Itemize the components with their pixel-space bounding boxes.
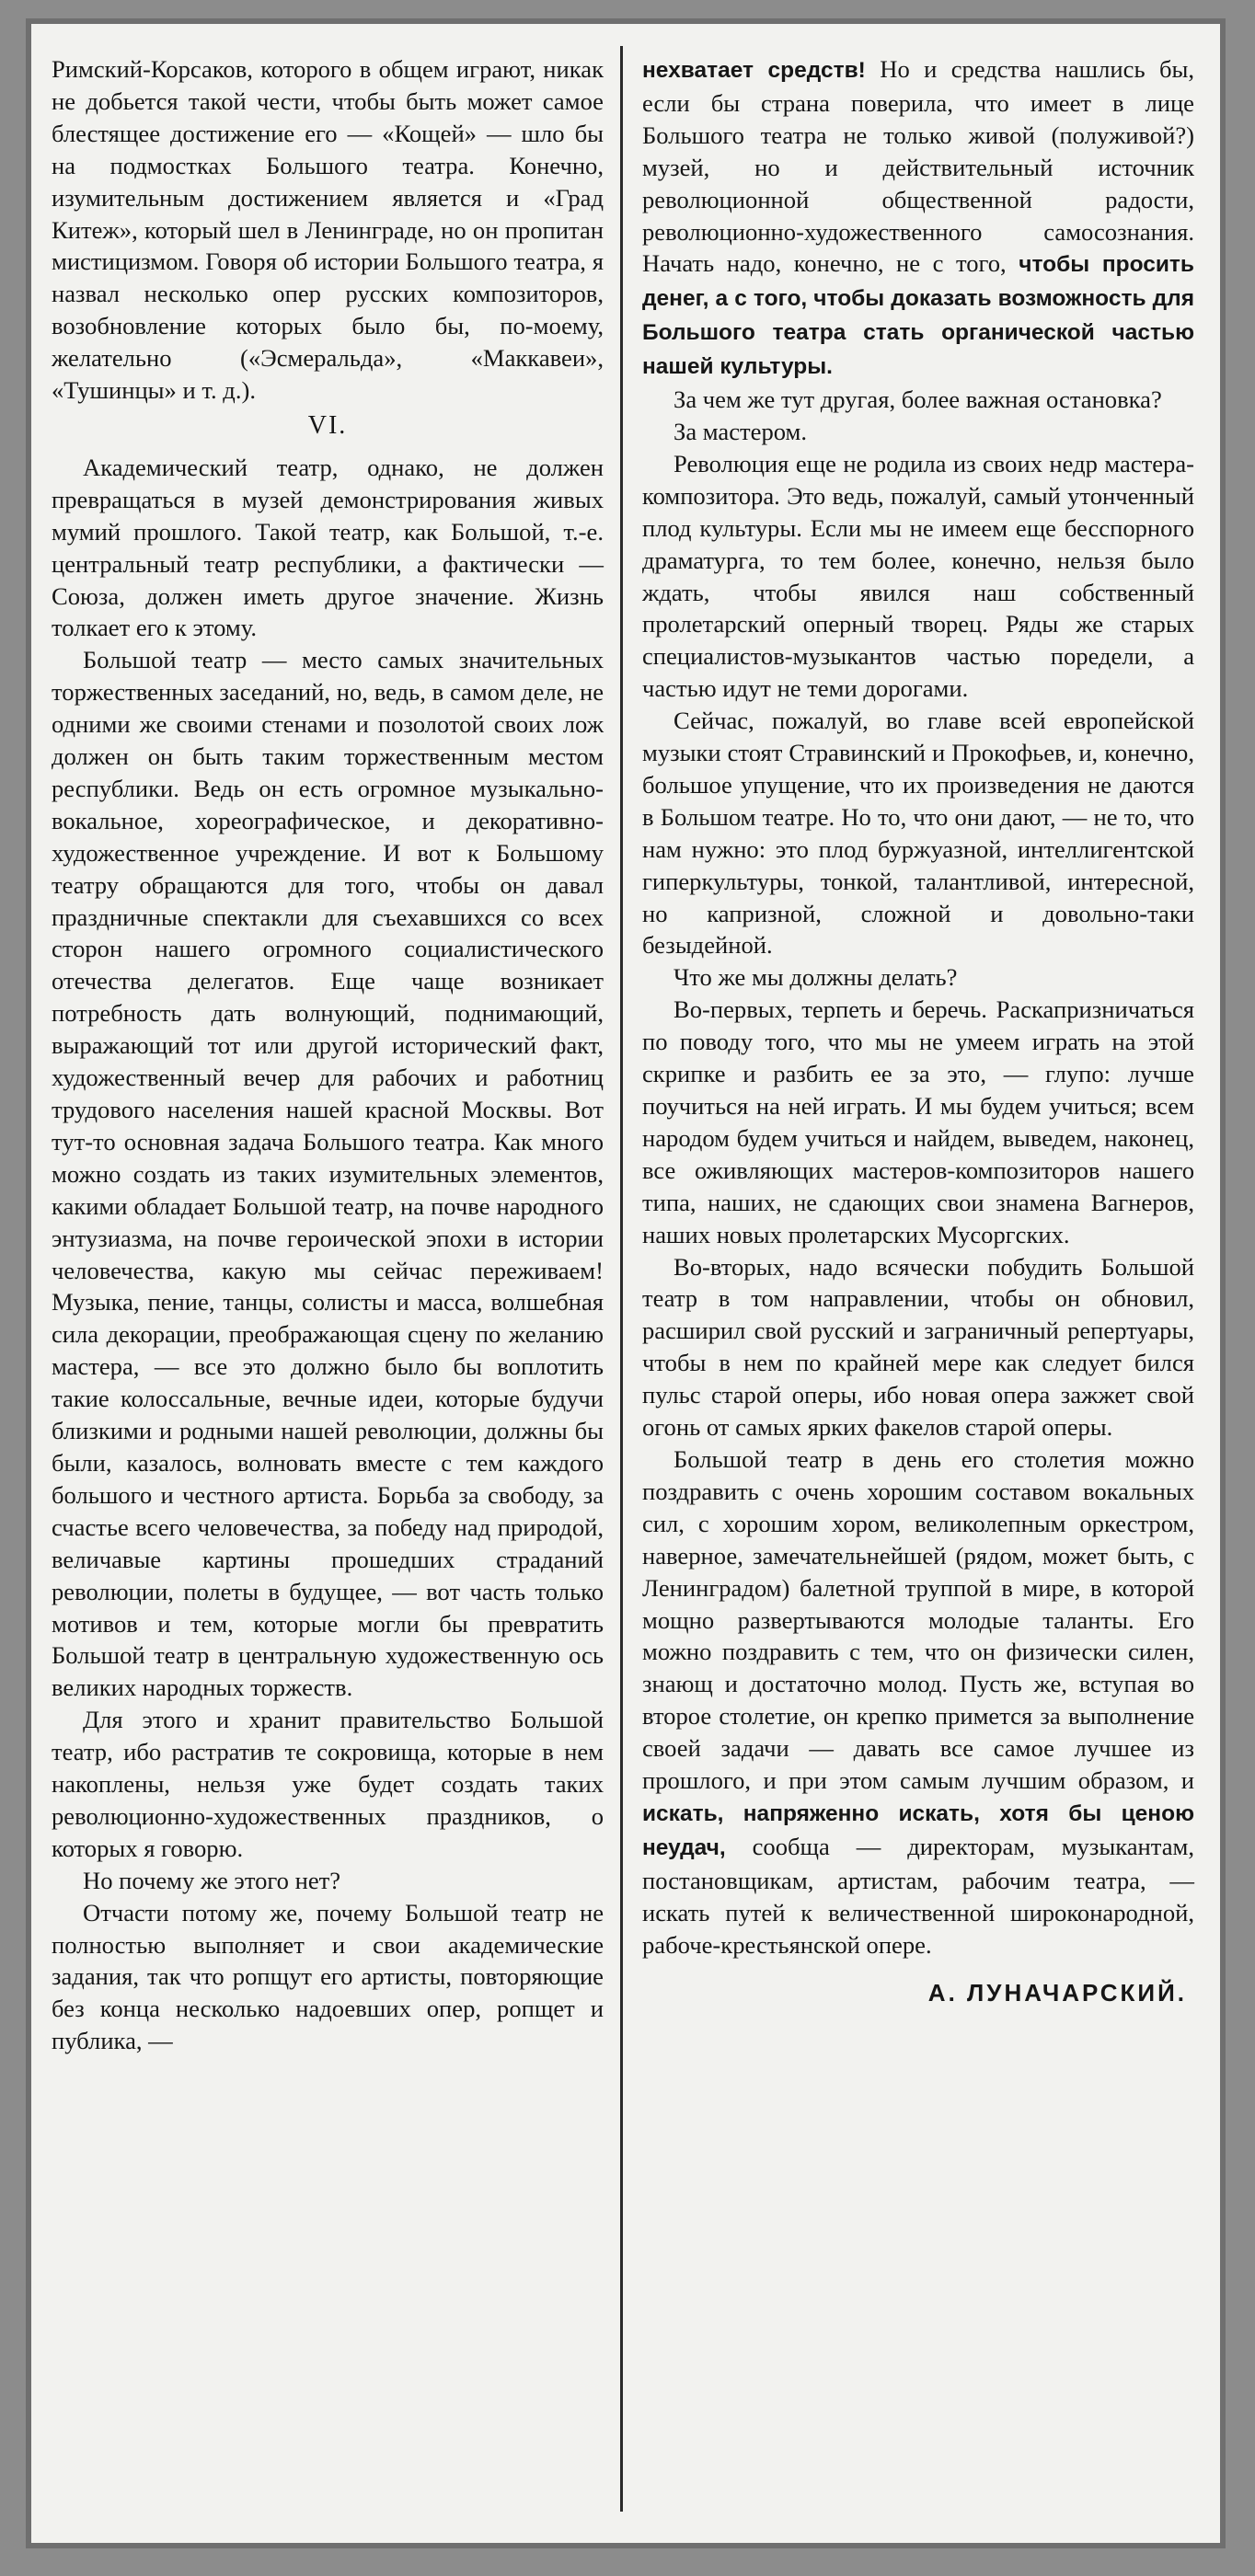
right-column (642, 53, 1194, 2009)
paragraph: Революция еще не родила из своих недр мастера-композитора. Это ведь, пожалуй, самый утонченный плод культуры. Если мы не имеем еще бесспорного драматурга, то тем более, конечно, нельзя было ждать, чтобы явился наш собственный пролетарский оперный творец. Ряды же старых специалистов-музыкантов частью поредели, а частью идут не теми дорогами. (642, 449, 1194, 703)
paragraph: Что же мы должны делать? (674, 963, 958, 992)
paragraph: За мастером. (674, 417, 808, 445)
column-divider (620, 46, 623, 2512)
newspaper-page (26, 18, 1226, 2548)
bold-text: нехватает средств! (642, 58, 866, 83)
paragraph-text: сообща — директорам, музыкантам, постановщикам, артистам, рабочим театра, — искать путей к величественной широконародной, рабоче-крестьянской опере. (642, 1832, 1194, 1959)
paragraph (642, 53, 1194, 384)
paragraph: За чем же тут другая, более важная остановка? (674, 385, 1162, 414)
bold-text: искать, напряженно искать, хотя бы ценою неудач, (642, 1800, 1194, 1860)
paragraph: Большой театр — место самых значительных торжественных заседаний, но, ведь, в самом деле, не одними же своими стенами и позолотой своих лож должен он быть таким торжественным местом республики. Ведь он есть огромное музыкально-вокальное, хореографическое, и декоративно-художественное учреждение. И вот к Большому театру обращаются для того, чтобы он давал праздничные спектакли для съехавшихся со всех сторон нашего огромного социалистического отечества делегатов. Еще чаще возникает потребность дать волнующий, поднимающий, выражающий тот или другой исторический факт, художественный вечер для рабочих и работниц трудового населения нашей красной Москвы. Вот тут-то основная задача Большого театра. Как много можно создать из таких изумительных элементов, какими обладает Большой театр, на почве народного энтузиазма, на почве героической эпохи в истории человечества, какую мы сейчас переживаем! Музыка, пение, танцы, солисты и масса, волшебная сила декорации, преображающая сцену по желанию мастера, — все это должно было бы воплотить такие колоссальные, вечные идеи, которые будучи близкими и родными нашей революции, должны бы были, казалось, волновать вместе с тем каждого большого и честного артиста. Борьба за свободу, за счастье всего человечества, за победу над природой, величавые картины прошедших страданий революции, полеты в будущее, — вот часть только мотивов и тем, которые могли бы превратить Большой театр в центральную художественную ось великих народных торжеств. (52, 646, 604, 1702)
paragraph: Для этого и хранит правительство Большой театр, ибо растратив те сокровища, которые в нем накоплены, нельзя уже будет создать таких революционно-художественных праздников, о которых я говорю. (52, 1706, 604, 1862)
paragraph: Сейчас, пожалуй, во главе всей европейской музыки стоят Стравинский и Прокофьев, и, конечно, большое упущение, что их произведения не даются в Большом театре. Но то, что они дают, — не то, что нам нужно: это плод буржуазной, интеллигентской гиперкультуры, тонкой, талантливой, интересной, но капризной, сложной и довольно-таки безыдейной. (642, 707, 1194, 960)
paragraph: Во-вторых, надо всячески побудить Большой театр в том направлении, чтобы он обновил, расширил свой русский и заграничный репертуары, чтобы в нем по крайней мере как следует бился пульс старой оперы, ибо новая опера зажжет свой огонь от самых ярких факелов старой оперы. (642, 1252, 1194, 1442)
author-signature: А. ЛУНАЧАРСКИЙ. (927, 1979, 1187, 2007)
left-column (52, 53, 604, 2057)
paragraph-text: Но и средства нашлись бы, если бы страна поверила, что имеет в лице Большого театра не только живой (полуживой?) музей, но и действительный источник революционной общественной радости, революционно-художественного самосознания. Начать надо, конечно, не с того, (642, 55, 1194, 278)
bold-text: чтобы просить денег, а с того, чтобы доказать возможность для Большого театра стать органической частью нашей культуры. (642, 252, 1194, 380)
paragraph: Во-первых, терпеть и беречь. Раскапризничаться по поводу того, что мы не умеем играть на этой скрипке и разбить ее за это, — глупо: лучше поучиться на ней играть. И мы будем учиться; всем народом будем учиться и найдем, выведем, наконец, все оживляющих мастеров-композиторов нашего типа, наших, не сдающих свои знамена Вагнеров, наших новых пролетарских Мусоргских. (642, 995, 1194, 1248)
paragraph: Но почему же этого нет? (83, 1866, 341, 1894)
paragraph: Отчасти потому же, почему Большой театр не полностью выполняет и свои академические задания, так что ропщут его артисты, повторяющие без конца несколько надоевших опер, ропщет и публика, — (52, 1898, 604, 2055)
paragraph-text: Большой театр в день его столетия можно поздравить с очень хорошим составом вокальных сил, с хорошим хором, великолепным оркестром, наверное, замечательнейшей (рядом, может быть, с Ленинградом) балетной труппой в мире, в которой мощно развертываются молодые таланты. Его можно поздравить с тем, что он физически силен, знающ и достаточно молод. Пусть же, вступая во второе столетие, он крепко примется за выполнение своей задачи — давать все самое лучшее из прошлого, и при этом самым лучшим образом, и (642, 1444, 1194, 1795)
section-heading: VI. (307, 410, 348, 440)
paragraph: Академический театр, однако, не должен превращаться в музей демонстрирования живых мумий прошлого. Такой театр, как Большой, т.-е. центральный театр республики, а фактически — Союза, должен иметь другое значение. Жизнь толкает его к этому. (52, 453, 604, 642)
paragraph: Римский-Корсаков, которого в общем играют, никак не добьется такой чести, чтобы быть может самое блестящее достижение его — «Кощей» — шло бы на подмостках Большого театра. Конечно, изумительным достижением является и «Град Китеж», который шел в Ленинграде, но он пропитан мистицизмом. Говоря об истории Большого театра, я назвал несколько опер русских композиторов, возобновление которых было бы, по-моему, желательно («Эсмеральда», «Маккавеи», «Тушинцы» и т. д.). (52, 55, 604, 405)
paragraph (642, 1443, 1194, 1961)
